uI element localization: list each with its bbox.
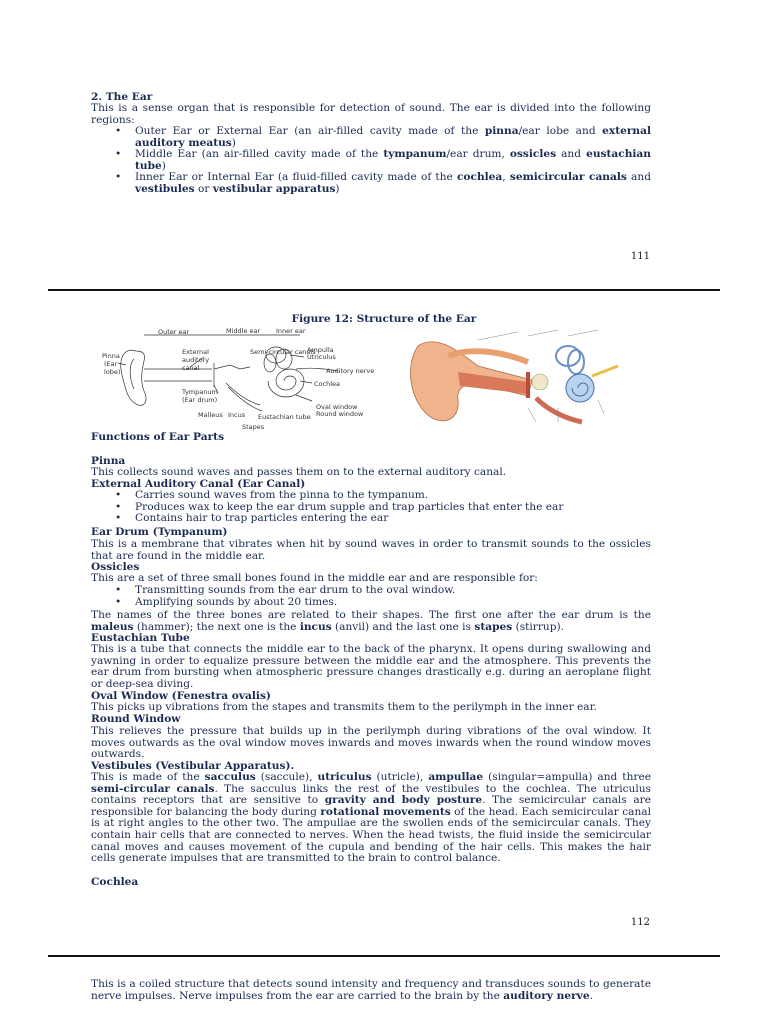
eustachian-text: This is a tube that connects the middle ear to the back of the pharynx. It opens during swallowing and yawning in order to equalize pressure between the middle ear and the atmosphere. This prevents the ear drum from bursting when atmospheric pressure changes drastically e.g. during an aeroplane flight or deep-sea diving.	[91, 643, 651, 690]
oval-window-text: This picks up vibrations from the stapes and transmits them to the perilymph in the inner ear.	[91, 701, 597, 713]
list-item: • Middle Ear (an air-filled cavity made of the tympanum/ear drum, ossicles and eustachian tube)	[91, 149, 651, 172]
round-window-text: This relieves the pressure that builds up in the perilymph during vibrations of the oval window. It moves outwards as the oval window moves inwards and moves inwards when the round window moves outwards.	[91, 725, 651, 761]
label-stapes: Stapes	[242, 423, 265, 431]
label-utriculus: Utriculus	[307, 353, 336, 361]
label-auditory: auditory	[182, 356, 210, 364]
list-item: • Contains hair to trap particles entering the ear	[91, 513, 651, 525]
page-divider	[48, 289, 720, 291]
ear-anatomy-illustration	[408, 326, 626, 432]
label-round-window: Round window	[316, 410, 364, 418]
round-window-heading: Round Window	[91, 713, 181, 725]
cochlea-heading: Cochlea	[91, 876, 139, 888]
figure-title: Figure 12: Structure of the Ear	[291, 313, 477, 325]
list-item: • Carries sound waves from the pinna to the tympanum.	[91, 490, 651, 502]
label-malleus: Malleus	[198, 411, 223, 419]
ear-drum-heading: Ear Drum (Tympanum)	[91, 526, 228, 538]
list-item: • Produces wax to keep the ear drum supple and trap particles that enter the ear	[91, 502, 651, 514]
section-heading: 2. The Ear	[91, 91, 153, 103]
label-incus: Incus	[228, 411, 246, 419]
list-item: • Inner Ear or Internal Ear (a fluid-filled cavity made of the cochlea, semicircular canals and vestibules or vestibular apparatus)	[91, 172, 651, 195]
ear-diagram-schematic	[100, 325, 378, 433]
eustachian-heading: Eustachian Tube	[91, 632, 190, 644]
label-ear-lobe-2: lobe)	[104, 368, 121, 376]
ear-canal-heading: External Auditory Canal (Ear Canal)	[91, 478, 306, 490]
bone-names-text: The names of the three bones are related to their shapes. The first one after the ear drum is the maleus (hammer); the next one is the incus (anvil) and the last one is stapes (stirrup).	[91, 609, 651, 633]
intro-paragraph: This is a sense organ that is responsible for detection of sound. The ear is divided into the following regions:	[91, 102, 651, 126]
regions-list	[91, 126, 651, 196]
page-number: 112	[630, 917, 650, 928]
ear-drum-text: This is a membrane that vibrates when hit by sound waves in order to transmit sounds to the ossicles that are found in the middle ear.	[91, 538, 651, 562]
label-oval-window: Oval window	[316, 403, 358, 411]
vestibules-text: This is made of the sacculus (saccule), utriculus (utricle), ampullae (singular=ampulla) and three semi-circular canals. The sacculus links the rest of the vestibules to the cochlea. The utriculus contains receptors that are sensitive to gravity and body posture. The semicircular canals are responsible for balancing the body during rotational movements of the head. Each semicircular canal is at right angles to the other two. The ampullae are the swollen ends of the semicircular canals. They contain hair cells that are connected to nerves. When the head twists, the fluid inside the semicircular canal moves and causes movement of the cupula and bending of the hair cells. This makes the hair cells generate impulses that are transmitted to the brain to control balance.	[91, 771, 652, 865]
functions-heading: Functions of Ear Parts	[91, 431, 225, 443]
ossicles-heading: Ossicles	[91, 561, 140, 573]
label-cochlea: Cochlea	[314, 380, 340, 388]
vestibules-heading: Vestibules (Vestibular Apparatus).	[91, 760, 295, 772]
page-number: 111	[630, 251, 650, 262]
page-divider	[48, 955, 720, 957]
ossicles-text: This are a set of three small bones found in the middle ear and are responsible for:	[91, 572, 538, 584]
cochlea-text: This is a coiled structure that detects sound intensity and frequency and transduces sounds to generate nerve impulses. Nerve impulses from the ear are carried to the brain by the auditory nerve.	[91, 978, 651, 1002]
list-item: • Transmitting sounds from the ear drum to the oval window.	[91, 585, 651, 597]
label-canal: canal	[182, 364, 200, 372]
label-external: External	[182, 348, 209, 356]
label-pinna: Pinna	[102, 352, 120, 360]
label-semicircular-canals: Semi-circular canals	[250, 348, 316, 356]
label-eustachian-tube: Eustachian tube	[258, 413, 311, 421]
oval-window-heading: Oval Window (Fenestra ovalis)	[91, 690, 271, 702]
list-item: • Outer Ear or External Ear (an air-filled cavity made of the pinna/ear lobe and external auditory meatus)	[91, 126, 651, 149]
pinna-text: This collects sound waves and passes them on to the external auditory canal.	[91, 466, 507, 478]
label-auditory-nerve: Auditory nerve	[326, 367, 375, 375]
label-middle-ear: Middle ear	[226, 327, 261, 335]
label-tympanum: Tympanum	[182, 388, 218, 396]
pinna-heading: Pinna	[91, 455, 126, 467]
label-outer-ear: Outer ear	[158, 328, 190, 336]
ossicles-list	[91, 585, 651, 608]
ear-canal-list	[91, 490, 651, 525]
label-ampulla: Ampulla	[307, 346, 334, 354]
label-ear-lobe: (Ear	[104, 360, 118, 368]
label-inner-ear: Inner ear	[276, 327, 306, 335]
label-ear-drum: (Ear drum)	[182, 396, 218, 404]
list-item: • Amplifying sounds by about 20 times.	[91, 597, 651, 609]
